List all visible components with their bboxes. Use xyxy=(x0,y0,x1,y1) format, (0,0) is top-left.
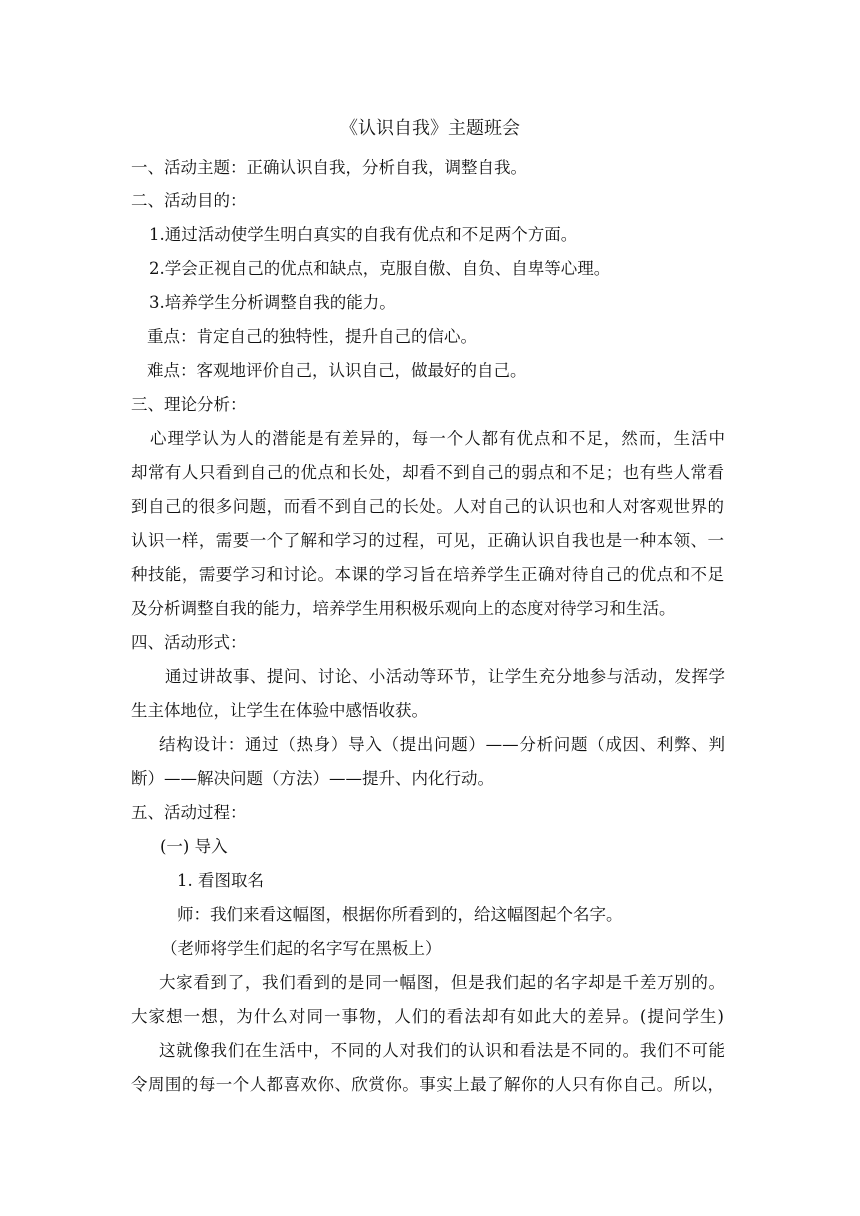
goal-item-3: 3.培养学生分析调整自我的能力。 xyxy=(149,293,396,312)
theory-line-2: 却常有人只看到自己的优点和长处，却看不到自己的弱点和不足；也有些人常看 xyxy=(131,463,724,482)
note-line: （老师将学生们起的名字写在黑板上） xyxy=(161,939,442,958)
subsection-intro: (一) 导入 xyxy=(160,837,228,856)
structure-line-2: 断）——解决问题（方法）——提升、内化行动。 xyxy=(131,769,494,788)
theory-line-6: 及分析调整自我的能力，培养学生用积极乐观向上的态度对待学习和生活。 xyxy=(131,599,676,618)
form-line-1: 通过讲故事、提问、讨论、小活动等环节，让学生充分地参与活动，发挥学 xyxy=(165,667,725,686)
difficult-point: 难点：客观地评价自己，认识自己，做最好的自己。 xyxy=(147,361,527,380)
activity-item-1: 1. 看图取名 xyxy=(177,871,264,890)
goal-item-2: 2.学会正视自己的优点和缺点，克服自傲、自负、自卑等心理。 xyxy=(149,259,611,278)
section-heading-theory: 三、理论分析： xyxy=(131,395,247,414)
theory-line-5: 种技能，需要学习和讨论。本课的学习旨在培养学生正确对待自己的优点和不足 xyxy=(131,565,724,584)
key-point: 重点：肯定自己的独特性，提升自己的信心。 xyxy=(147,327,477,346)
paragraph-a-line-2: 大家想一想，为什么对同一事物，人们的看法却有如此大的差异。(提问学生) xyxy=(131,1007,724,1026)
section-heading-goals: 二、活动目的： xyxy=(131,191,247,210)
paragraph-b-line-2: 令周围的每一个人都喜欢你、欣赏你。事实上最了解你的人只有你自己。所以， xyxy=(131,1075,724,1094)
section-heading-theme: 一、活动主题：正确认识自我，分析自我，调整自我。 xyxy=(131,158,527,177)
form-line-2: 生主体地位，让学生在体验中感悟收获。 xyxy=(131,701,428,720)
goal-item-1: 1.通过活动使学生明白真实的自我有优点和不足两个方面。 xyxy=(149,225,578,244)
structure-line-1: 结构设计：通过（热身）导入（提出问题）——分析问题（成因、利弊、判 xyxy=(159,735,725,754)
theory-line-1: 心理学认为人的潜能是有差异的，每一个人都有优点和不足，然而，生活中 xyxy=(150,429,725,448)
paragraph-a-line-1: 大家看到了，我们看到的是同一幅图，但是我们起的名字却是千差万别的。 xyxy=(159,973,725,992)
paragraph-b-line-1: 这就像我们在生活中，不同的人对我们的认识和看法是不同的。我们不可能 xyxy=(159,1041,725,1060)
section-heading-form: 四、活动形式： xyxy=(131,633,247,652)
theory-line-3: 到自己的很多问题，而看不到自己的长处。人对自己的认识也和人对客观世界的 xyxy=(131,497,724,516)
section-heading-process: 五、活动过程： xyxy=(131,803,247,822)
teacher-line: 师：我们来看这幅图，根据你所看到的，给这幅图起个名字。 xyxy=(177,905,623,924)
theory-line-4: 认识一样，需要一个了解和学习的过程，可见，正确认识自我也是一种本领、一 xyxy=(131,531,724,550)
document-title: 《认识自我》主题班会 xyxy=(340,118,520,139)
